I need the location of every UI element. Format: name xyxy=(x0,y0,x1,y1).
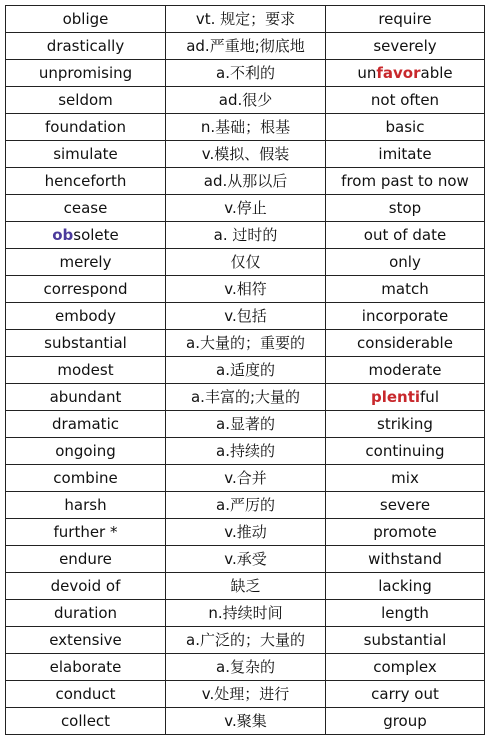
meaning-text: a.丰富的;大量的 xyxy=(190,388,300,406)
meaning-text: v.模拟、假装 xyxy=(201,145,290,163)
synonym-text: carry out xyxy=(371,685,439,703)
word-text: ongoing xyxy=(55,442,116,460)
word-text: combine xyxy=(53,469,118,487)
synonym-text: not often xyxy=(370,91,440,109)
meaning-text: a.严厉的 xyxy=(216,496,275,514)
meaning-text: ad.严重地;彻底地 xyxy=(186,37,305,55)
meaning-cell xyxy=(166,60,326,87)
meaning-cell xyxy=(166,276,326,303)
meaning-cell xyxy=(166,411,326,438)
table-row xyxy=(6,33,485,60)
meaning-cell xyxy=(166,573,326,600)
synonym-cell xyxy=(326,195,485,222)
meaning-text: ad.很少 xyxy=(218,91,273,109)
synonym-text: lacking xyxy=(378,577,432,595)
word-cell xyxy=(6,465,166,492)
table-row xyxy=(6,384,485,411)
meaning-cell xyxy=(166,600,326,627)
meaning-cell xyxy=(166,141,326,168)
vocabulary-table-body xyxy=(6,6,485,735)
table-row xyxy=(6,114,485,141)
table-row xyxy=(6,330,485,357)
synonym-cell xyxy=(326,708,485,735)
word-cell xyxy=(6,573,166,600)
synonym-cell xyxy=(326,573,485,600)
synonym-cell xyxy=(326,546,485,573)
word-cell xyxy=(6,600,166,627)
synonym-text: substantial xyxy=(363,631,447,649)
synonym-text: imitate xyxy=(378,145,432,163)
word-text: collect xyxy=(60,712,111,730)
table-row xyxy=(6,465,485,492)
word-text: harsh xyxy=(64,496,107,514)
meaning-text: v.停止 xyxy=(224,199,267,217)
table-row xyxy=(6,87,485,114)
table-row xyxy=(6,222,485,249)
meaning-cell xyxy=(166,114,326,141)
meaning-text: n.基础；根基 xyxy=(200,118,291,136)
synonym-cell xyxy=(326,411,485,438)
synonym-text: stop xyxy=(388,199,422,217)
word-cell xyxy=(6,681,166,708)
table-row xyxy=(6,411,485,438)
table-row xyxy=(6,681,485,708)
word-cell xyxy=(6,141,166,168)
meaning-cell xyxy=(166,195,326,222)
word-text: simulate xyxy=(53,145,118,163)
meaning-cell xyxy=(166,519,326,546)
word-cell xyxy=(6,60,166,87)
synonym-cell xyxy=(326,276,485,303)
meaning-cell xyxy=(166,249,326,276)
word-cell xyxy=(6,195,166,222)
synonym-cell xyxy=(326,654,485,681)
meaning-cell xyxy=(166,627,326,654)
synonym-text: striking xyxy=(377,415,433,433)
synonym-cell xyxy=(326,60,485,87)
meaning-cell xyxy=(166,357,326,384)
meaning-cell xyxy=(166,492,326,519)
word-text: abundant xyxy=(49,388,122,406)
synonym-highlight: favor xyxy=(376,64,421,82)
word-cell xyxy=(6,411,166,438)
word-cell xyxy=(6,330,166,357)
table-row xyxy=(6,708,485,735)
synonym-cell xyxy=(326,681,485,708)
meaning-text: v.合并 xyxy=(224,469,267,487)
word-text: conduct xyxy=(55,685,116,703)
word-text: henceforth xyxy=(44,172,127,190)
synonym-cell xyxy=(326,222,485,249)
word-cell xyxy=(6,222,166,249)
table-row xyxy=(6,60,485,87)
synonym-text: from past to now xyxy=(341,172,469,190)
synonym-cell xyxy=(326,168,485,195)
table-row xyxy=(6,573,485,600)
synonym-cell xyxy=(326,87,485,114)
meaning-text: a.显著的 xyxy=(216,415,275,433)
word-text: foundation xyxy=(45,118,126,136)
synonym-text: only xyxy=(389,253,421,271)
word-text: duration xyxy=(53,604,118,622)
meaning-text: v.包括 xyxy=(224,307,267,325)
synonym-text: require xyxy=(378,10,432,28)
table-row xyxy=(6,546,485,573)
table-row xyxy=(6,141,485,168)
meaning-text: a.大量的；重要的 xyxy=(186,334,305,352)
table-row xyxy=(6,249,485,276)
meaning-cell xyxy=(166,330,326,357)
meaning-text: n.持续时间 xyxy=(208,604,283,622)
meaning-text: a.复杂的 xyxy=(216,658,275,676)
synonym-text: considerable xyxy=(357,334,453,352)
word-text: devoid of xyxy=(50,577,121,595)
word-text: endure xyxy=(59,550,112,568)
word-cell xyxy=(6,303,166,330)
synonym-text: continuing xyxy=(365,442,445,460)
meaning-cell xyxy=(166,222,326,249)
table-row xyxy=(6,195,485,222)
synonym-cell xyxy=(326,141,485,168)
word-text: cease xyxy=(63,199,108,217)
synonym-cell xyxy=(326,519,485,546)
table-row xyxy=(6,6,485,33)
word-text: merely xyxy=(59,253,112,271)
synonym-cell xyxy=(326,492,485,519)
word-cell xyxy=(6,249,166,276)
word-text: oblige xyxy=(62,10,109,28)
meaning-text: a. 过时的 xyxy=(213,226,278,244)
meaning-text: v.推动 xyxy=(224,523,267,541)
meaning-text: 缺乏 xyxy=(230,577,261,595)
table-row xyxy=(6,492,485,519)
meaning-cell xyxy=(166,87,326,114)
vocabulary-table xyxy=(5,5,485,735)
word-cell xyxy=(6,384,166,411)
word-highlight: ob xyxy=(52,226,74,244)
synonym-text: severely xyxy=(373,37,437,55)
word-cell xyxy=(6,33,166,60)
meaning-cell xyxy=(166,465,326,492)
synonym-text: promote xyxy=(373,523,437,541)
word-cell xyxy=(6,438,166,465)
table-row xyxy=(6,357,485,384)
table-row xyxy=(6,627,485,654)
synonym-cell xyxy=(326,438,485,465)
meaning-text: vt. 规定；要求 xyxy=(195,10,296,28)
synonym-cell xyxy=(326,600,485,627)
meaning-cell xyxy=(166,303,326,330)
table-row xyxy=(6,600,485,627)
synonym-text: group xyxy=(383,712,427,730)
synonym-text: incorporate xyxy=(361,307,449,325)
word-text: elaborate xyxy=(49,658,122,676)
word-text: dramatic xyxy=(52,415,119,433)
synonym-text: basic xyxy=(385,118,425,136)
meaning-cell xyxy=(166,33,326,60)
word-cell xyxy=(6,654,166,681)
meaning-text: v.处理；进行 xyxy=(201,685,290,703)
synonym-text: able xyxy=(420,64,453,82)
word-cell xyxy=(6,492,166,519)
table-row xyxy=(6,519,485,546)
word-cell xyxy=(6,87,166,114)
synonym-cell xyxy=(326,357,485,384)
synonym-text: length xyxy=(381,604,429,622)
meaning-text: a.广泛的；大量的 xyxy=(186,631,305,649)
word-text: extensive xyxy=(49,631,122,649)
word-text: unpromising xyxy=(38,64,133,82)
meaning-text: ad.从那以后 xyxy=(203,172,288,190)
word-cell xyxy=(6,168,166,195)
word-text: correspond xyxy=(43,280,128,298)
synonym-text: withstand xyxy=(368,550,442,568)
meaning-cell xyxy=(166,681,326,708)
synonym-cell xyxy=(326,384,485,411)
word-cell xyxy=(6,6,166,33)
table-row xyxy=(6,438,485,465)
meaning-text: 仅仅 xyxy=(230,253,261,271)
synonym-highlight: plenti xyxy=(370,388,421,406)
word-text: embody xyxy=(55,307,116,325)
word-text: solete xyxy=(73,226,119,244)
word-text: drastically xyxy=(46,37,125,55)
table-row xyxy=(6,654,485,681)
synonym-cell xyxy=(326,249,485,276)
word-text: modest xyxy=(57,361,114,379)
word-cell xyxy=(6,519,166,546)
meaning-cell xyxy=(166,6,326,33)
synonym-text: mix xyxy=(391,469,419,487)
meaning-text: v.承受 xyxy=(224,550,267,568)
synonym-text: match xyxy=(381,280,429,298)
synonym-text: ful xyxy=(420,388,439,406)
synonym-text: moderate xyxy=(368,361,442,379)
meaning-text: a.持续的 xyxy=(216,442,275,460)
synonym-text: severe xyxy=(379,496,431,514)
word-cell xyxy=(6,546,166,573)
synonym-text: un xyxy=(357,64,377,82)
meaning-cell xyxy=(166,708,326,735)
meaning-text: a.不利的 xyxy=(216,64,275,82)
synonym-text: complex xyxy=(373,658,437,676)
meaning-text: a.适度的 xyxy=(216,361,275,379)
synonym-cell xyxy=(326,6,485,33)
synonym-cell xyxy=(326,303,485,330)
word-cell xyxy=(6,114,166,141)
meaning-cell xyxy=(166,546,326,573)
word-text: substantial xyxy=(44,334,127,352)
meaning-text: v.聚集 xyxy=(224,712,267,730)
meaning-cell xyxy=(166,654,326,681)
word-cell xyxy=(6,708,166,735)
word-cell xyxy=(6,357,166,384)
synonym-cell xyxy=(326,33,485,60)
word-text: seldom xyxy=(58,91,113,109)
table-row xyxy=(6,168,485,195)
meaning-cell xyxy=(166,168,326,195)
word-cell xyxy=(6,276,166,303)
word-text: further * xyxy=(53,523,118,541)
meaning-cell xyxy=(166,438,326,465)
meaning-cell xyxy=(166,384,326,411)
word-cell xyxy=(6,627,166,654)
synonym-text: out of date xyxy=(363,226,447,244)
synonym-cell xyxy=(326,627,485,654)
table-row xyxy=(6,276,485,303)
synonym-cell xyxy=(326,465,485,492)
table-row xyxy=(6,303,485,330)
synonym-cell xyxy=(326,330,485,357)
meaning-text: v.相符 xyxy=(224,280,267,298)
synonym-cell xyxy=(326,114,485,141)
